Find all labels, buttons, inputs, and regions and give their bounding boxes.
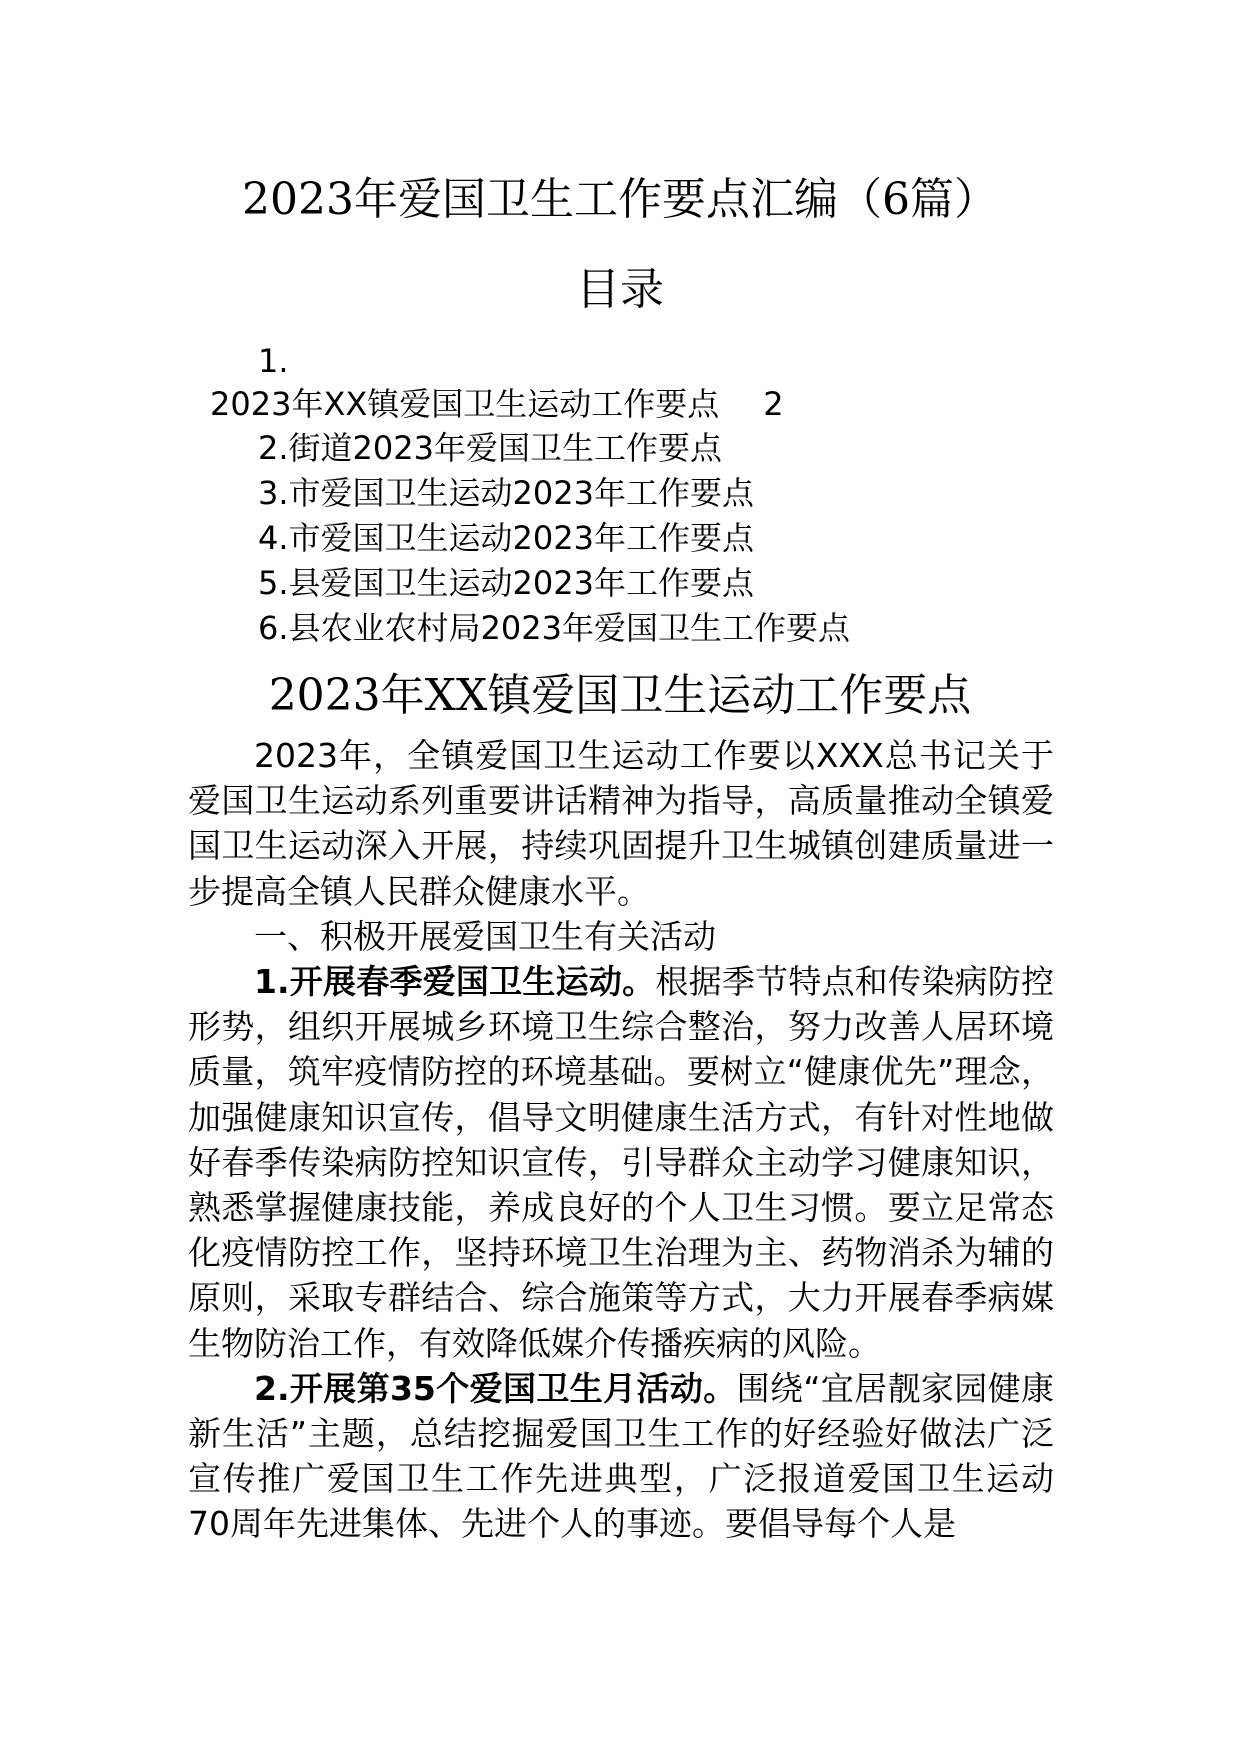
toc-item-page: 2	[763, 385, 784, 423]
toc-item-number: 1.	[258, 342, 289, 380]
document-body	[188, 733, 1054, 1547]
toc-item[interactable]: 3.市爱国卫生运动2023年工作要点	[258, 474, 754, 512]
toc-item[interactable]: 2.街道2023年爱国卫生工作要点	[258, 429, 722, 467]
toc-item-text: 2023年XX镇爱国卫生运动工作要点	[210, 385, 720, 423]
toc-item[interactable]: 6.县农业农村局2023年爱国卫生工作要点	[258, 609, 850, 647]
paragraph-heading: 一、积极开展爱国卫生有关活动	[254, 916, 716, 956]
paragraph-lead: 2.开展第35个爱国卫生月活动。	[254, 1368, 737, 1408]
paragraph: 2023年，全镇爱国卫生运动工作要以XXX总书记关于爱国卫生运动系列重要讲话精神为指导，高质量推动全镇爱国卫生运动深入开展，持续巩固提升卫生城镇创建质量进一步提高全镇人民群众健康水平。	[188, 736, 1054, 911]
paragraph-lead: 1.开展春季爱国卫生运动。	[254, 962, 656, 1002]
document-title: 2023年爱国卫生工作要点汇编（6篇）	[242, 174, 998, 225]
paragraph: 1.开展春季爱国卫生运动。根据季节特点和传染病防控形势，组织开展城乡环境卫生综合整治，努力改善人居环境质量，筑牢疫情防控的环境基础。要树立“健康优先”理念，加强健康知识宣传，倡导文明健康生活方式，有针对性地做好春季传染病防控知识宣传，引导群众主动学习健康知识，熟悉掌握健康技能，养成良好的个人卫生习惯。要立足常态化疫情防控工作，坚持环境卫生治理为主、药物消杀为辅的原则，采取专群结合、综合施策等方式，大力开展春季病媒生物防治工作，有效降低媒介传播疾病的风险。	[188, 962, 1055, 1363]
toc-item[interactable]: 5.县爱国卫生运动2023年工作要点	[258, 564, 754, 602]
toc-heading: 目录	[576, 264, 664, 315]
toc-item[interactable]: 4.市爱国卫生运动2023年工作要点	[258, 519, 754, 557]
paragraph: 2.开展第35个爱国卫生月活动。围绕“宜居靓家园健康新生活”主题，总结挖掘爱国卫生工作的好经验好做法广泛宣传推广爱国卫生工作先进典型，广泛报道爱国卫生运动70周年先进集体、先进个人的事迹。要倡导每个人是	[188, 1368, 1054, 1544]
section-title: 2023年XX镇爱国卫生运动工作要点	[268, 670, 972, 721]
toc-item[interactable]	[210, 382, 784, 426]
